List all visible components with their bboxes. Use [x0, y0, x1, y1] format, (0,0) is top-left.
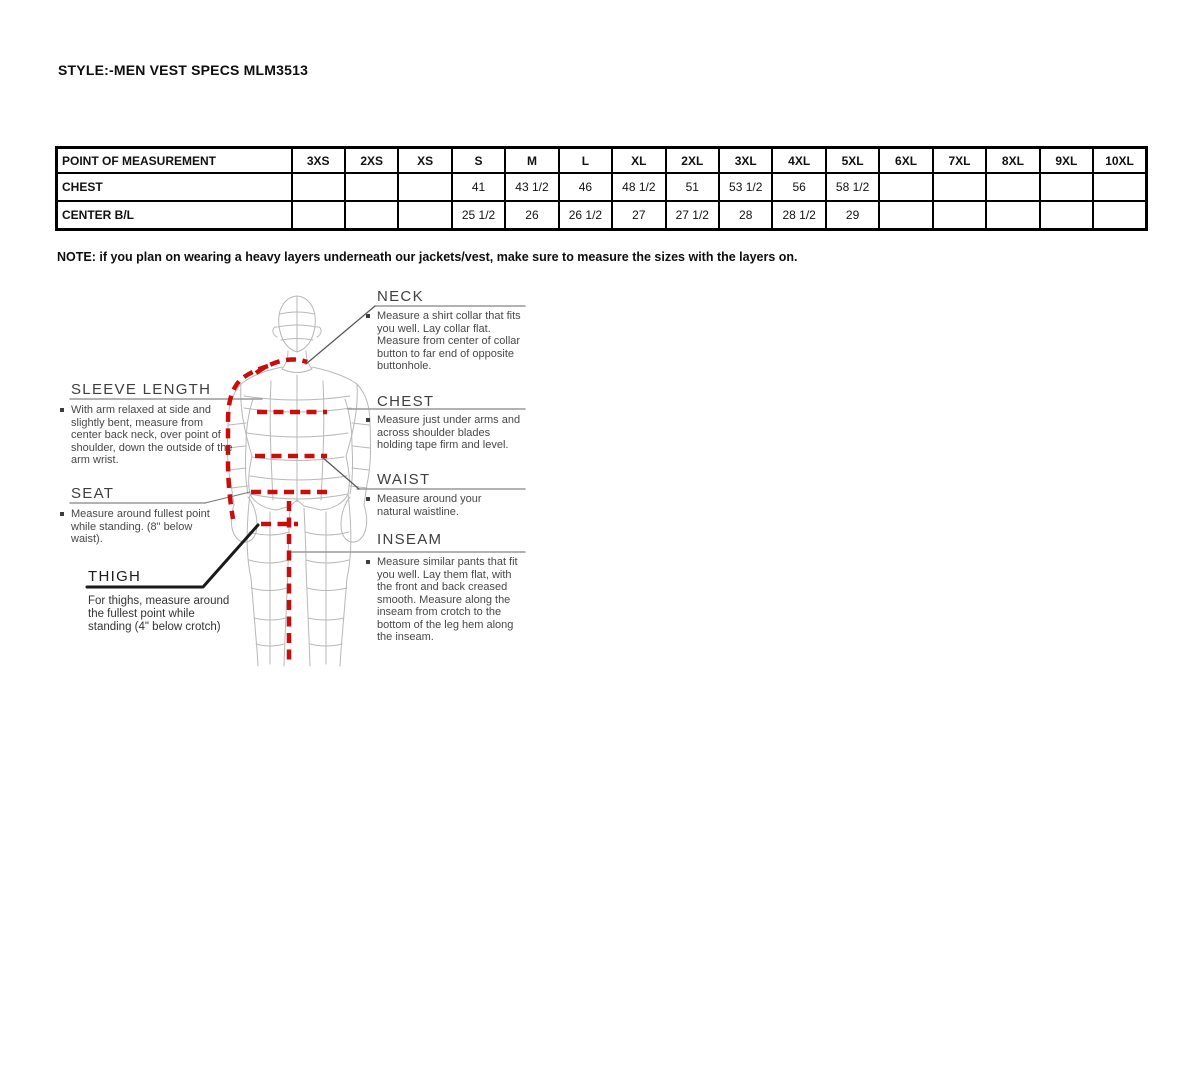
inseam-label: INSEAM [377, 531, 443, 548]
waist-description [366, 493, 516, 518]
bullet-icon [366, 418, 370, 422]
measure-lines [228, 359, 332, 662]
col-header-7xl: 7XL [933, 148, 986, 174]
cell-chest-xl: 48 1/2 [612, 173, 665, 201]
neck-label: NECK [377, 288, 424, 305]
cell-chest-l: 46 [559, 173, 612, 201]
neck-description [366, 310, 524, 373]
cell-chest-2xl: 51 [666, 173, 719, 201]
col-header-2xl: 2XL [666, 148, 719, 174]
chest-description [366, 414, 528, 452]
row-label-center-bl: CENTER B/L [57, 201, 292, 230]
sleeve-length-description [60, 404, 235, 467]
waist-description-text: Measure around your natural waistline. [377, 493, 482, 518]
seat-label: SEAT [71, 485, 115, 502]
col-header-9xl: 9XL [1040, 148, 1093, 174]
bullet-icon [60, 512, 64, 516]
cell-cbl-l: 26 1/2 [559, 201, 612, 230]
row-label-chest: CHEST [57, 173, 292, 201]
cell-chest-s: 41 [452, 173, 505, 201]
col-header-s: S [452, 148, 505, 174]
bullet-icon [366, 314, 370, 318]
thigh-description-text: For thighs, measure around the fullest point while standing (4" below crotch) [88, 595, 230, 633]
col-header-5xl: 5XL [826, 148, 879, 174]
col-header-3xs: 3XS [292, 148, 345, 174]
col-header-3xl: 3XL [719, 148, 772, 174]
waist-label: WAIST [377, 471, 431, 488]
col-header-xs: XS [398, 148, 451, 174]
bullet-icon [366, 560, 370, 564]
cell-cbl-3xl: 28 [719, 201, 772, 230]
thigh-description [88, 595, 238, 634]
col-header-m: M [505, 148, 558, 174]
cell-cbl-5xl: 29 [826, 201, 879, 230]
col-header-xl: XL [612, 148, 665, 174]
inseam-description [366, 556, 526, 644]
inseam-description-text: Measure similar pants that fit you well. Lay them flat, with the front and back creased smooth. Measure along the inseam from crotch to the bottom of the leg hem along the inseam. [377, 556, 518, 643]
sleeve-length-description-text: With arm relaxed at side and slightly bent, measure from center back neck, over point of shoulder, down the outside of the arm wrist. [71, 404, 233, 466]
seat-description-text: Measure around fullest point while standing. (8" below waist). [71, 508, 210, 545]
sleeve-length-label: SLEEVE LENGTH [71, 381, 212, 398]
chest-label: CHEST [377, 393, 435, 410]
cell-chest-5xl: 58 1/2 [826, 173, 879, 201]
chest-description-text: Measure just under arms and across shoulder blades holding tape firm and level. [377, 414, 521, 451]
bullet-icon [366, 497, 370, 501]
neck-leader [306, 306, 375, 364]
page-title: STYLE:-MEN VEST SPECS MLM3513 [58, 62, 309, 78]
col-header-point-of-measurement: POINT OF MEASUREMENT [57, 148, 292, 174]
cell-chest-3xl: 53 1/2 [719, 173, 772, 201]
seat-leader [205, 492, 250, 503]
col-header-l: L [559, 148, 612, 174]
cell-cbl-4xl: 28 1/2 [772, 201, 825, 230]
col-header-10xl: 10XL [1093, 148, 1146, 174]
cell-cbl-m: 26 [505, 201, 558, 230]
bullet-icon [60, 408, 64, 412]
cell-cbl-xl: 27 [612, 201, 665, 230]
cell-cbl-s: 25 1/2 [452, 201, 505, 230]
cell-chest-4xl: 56 [772, 173, 825, 201]
neck-description-text: Measure a shirt collar that fits you well. Lay collar flat. Measure from center of collar button to far end of opposite buttonhole. [377, 310, 521, 372]
col-header-6xl: 6XL [879, 148, 932, 174]
note-text: NOTE: if you plan on wearing a heavy layers underneath our jackets/vest, make sure to measure the sizes with the layers on. [57, 250, 798, 264]
seat-description [60, 508, 215, 546]
col-header-2xs: 2XS [345, 148, 398, 174]
waist-leader [322, 457, 359, 489]
col-header-8xl: 8XL [986, 148, 1039, 174]
cell-cbl-2xl: 27 1/2 [666, 201, 719, 230]
col-header-4xl: 4XL [772, 148, 825, 174]
thigh-label: THIGH [88, 568, 142, 585]
cell-chest-m: 43 1/2 [505, 173, 558, 201]
